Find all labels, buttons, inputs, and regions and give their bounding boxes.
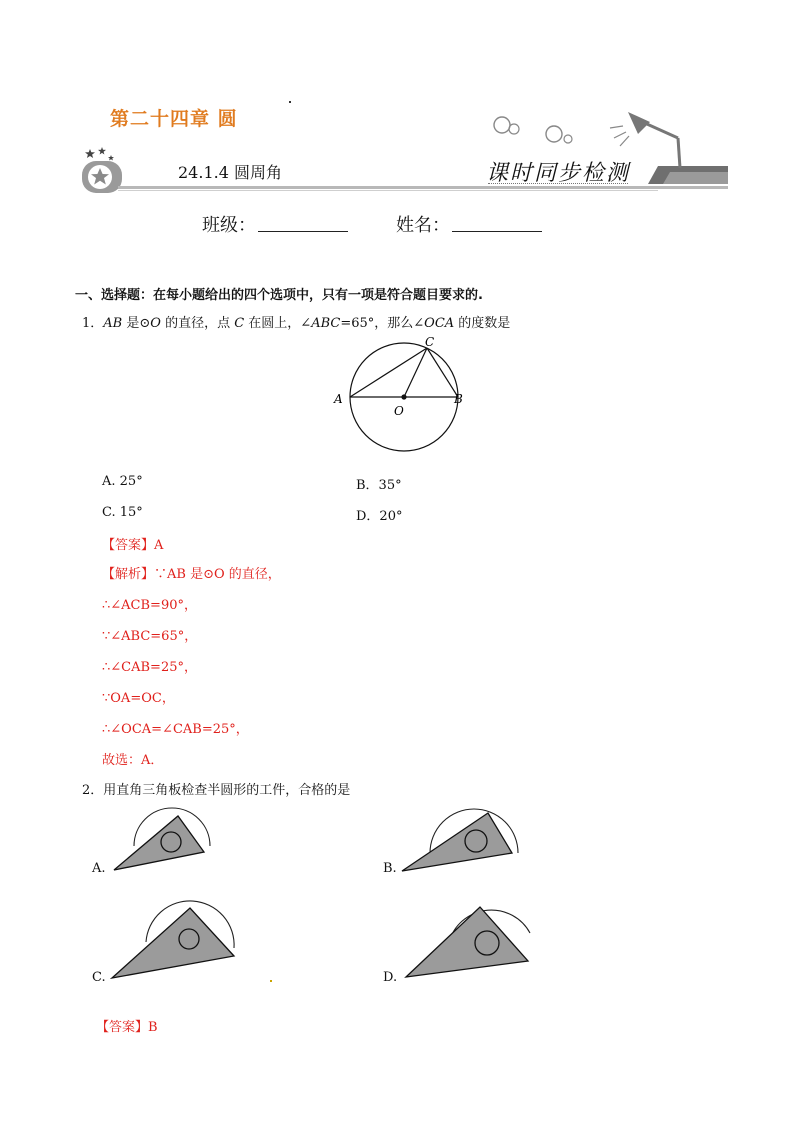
- section-title: 24.1.4 圆周角: [178, 163, 282, 182]
- q1-stem-part: ABC: [311, 316, 341, 331]
- circle-figure: [330, 333, 475, 461]
- q1-stem-part: =65°，那么∠: [340, 316, 425, 331]
- q1-stem-part: AB: [103, 316, 123, 331]
- q2-option-c[interactable]: C.: [92, 970, 106, 985]
- sync-title: 课时同步检测: [486, 161, 631, 186]
- q1-stem-part: C: [234, 316, 245, 331]
- class-field[interactable]: [258, 213, 348, 232]
- q1-option-c[interactable]: C. 15°: [102, 505, 143, 520]
- stray-mark: [270, 980, 272, 982]
- chapter-title: 第二十四章 圆: [110, 108, 238, 130]
- q2-option-a[interactable]: A.: [92, 861, 106, 876]
- header-dot: [289, 101, 291, 103]
- question-2-stem: 2．用直角三角板检查半圆形的工件，合格的是: [82, 783, 351, 798]
- name-label: 姓名：: [396, 215, 450, 236]
- name-field[interactable]: [452, 213, 542, 232]
- q1-analysis-line: 【解析】∵AB 是⊙O 的直径，: [102, 567, 281, 582]
- chord-bc: [427, 348, 458, 397]
- label-o: O: [394, 404, 404, 418]
- q2-figure-d: [404, 895, 534, 983]
- q2-figure-a: [112, 806, 216, 874]
- q1-analysis-line: ∴∠OCA=∠CAB=25°，: [102, 722, 249, 737]
- q1-analysis-line: ∴∠ACB=90°，: [102, 598, 197, 613]
- q1-option-a[interactable]: A. 25°: [102, 474, 143, 489]
- q1-stem-part: 是⊙: [122, 316, 151, 331]
- section-heading: 一、选择题：在每小题给出的四个选项中，只有一项是符合题目要求的.: [75, 288, 483, 303]
- q1-stem-part: 的直径，点: [160, 316, 235, 331]
- q1-number: 1．: [82, 316, 104, 331]
- q1-analysis-line: 故选：A．: [102, 753, 164, 768]
- q1-option-d[interactable]: D．20°: [356, 509, 403, 524]
- label-a: A: [334, 392, 343, 406]
- label-c: C: [425, 335, 435, 349]
- sync-subline: [488, 183, 628, 184]
- q1-stem-part: 在圆上，∠: [244, 316, 312, 331]
- center-point: [401, 394, 406, 399]
- q1-stem-part: OCA: [424, 316, 455, 331]
- q1-option-b[interactable]: B．35°: [356, 478, 402, 493]
- q1-analysis-line: ∵OA=OC，: [102, 691, 175, 706]
- label-b: B: [454, 392, 463, 406]
- class-label: 班级：: [202, 215, 256, 236]
- q2-figure-b: [400, 803, 524, 875]
- q1-stem-part: 的度数是: [454, 316, 511, 331]
- q2-figure-c: [110, 896, 240, 982]
- question-1-stem: [82, 312, 510, 331]
- q1-stem-part: O: [150, 316, 161, 331]
- q1-analysis-line: ∴∠CAB=25°，: [102, 660, 197, 675]
- q1-answer: 【答案】A: [102, 538, 164, 553]
- q2-option-b[interactable]: B.: [383, 861, 397, 876]
- q2-answer: 【答案】B: [96, 1020, 158, 1035]
- q2-option-d[interactable]: D.: [383, 970, 398, 985]
- q1-analysis-line: ∵∠ABC=65°，: [102, 629, 198, 644]
